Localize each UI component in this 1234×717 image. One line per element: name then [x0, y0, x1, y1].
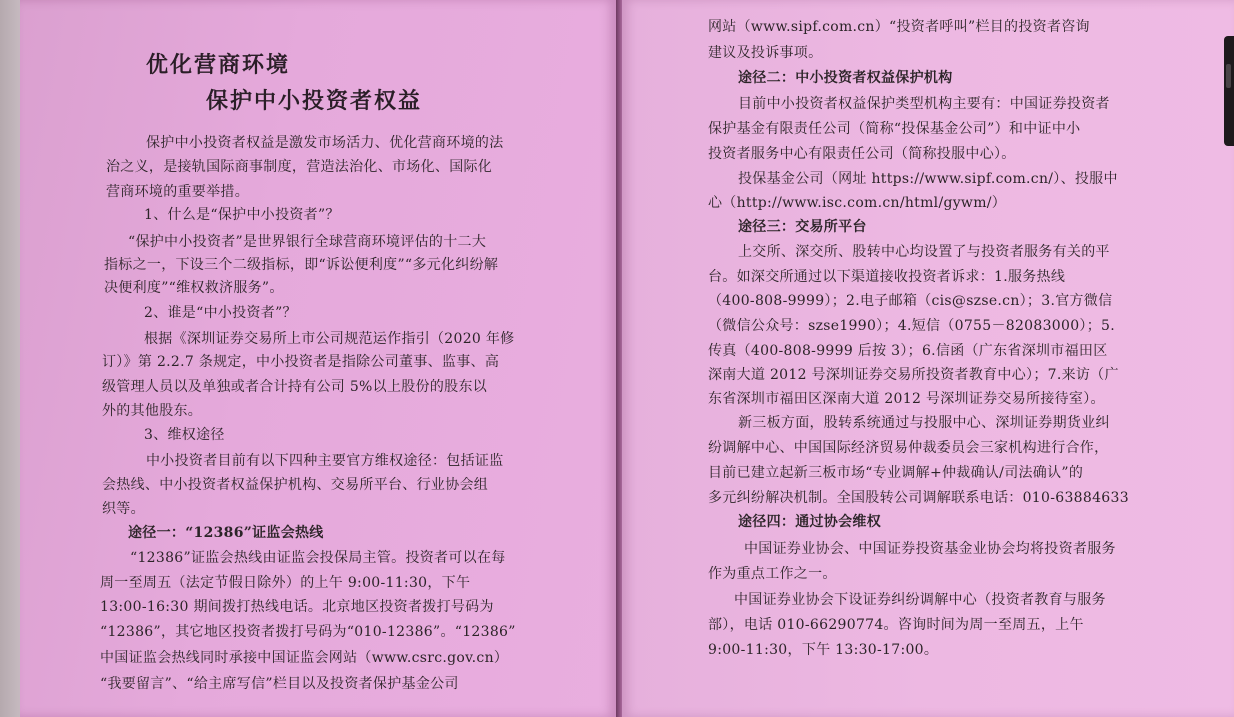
right-text-line: （微信公众号：szse1990）；4.短信（0755－82083000）；5. — [708, 318, 1115, 334]
right-text-line: 纷调解中心、中国国际经济贸易仲裁委员会三家机构进行合作， — [708, 440, 1109, 456]
left-text-line: 指标之一，下设三个二级指标，即“诉讼便利度”“多元化纠纷解 — [104, 257, 499, 273]
left-text-line: 决便利度”“维权救济服务”。 — [104, 280, 284, 296]
left-text-line: 治之义，是接轨国际商事制度，营造法治化、市场化、国际化 — [106, 159, 493, 175]
right-text-line: 保护基金有限责任公司（简称“投保基金公司”）和中证中小 — [708, 121, 1081, 137]
left-text-line: 根据《深圳证券交易所上市公司规范运作指引（2020 年修 — [144, 331, 515, 347]
right-text-line: 上交所、深交所、股转中心均设置了与投资者服务有关的平 — [738, 244, 1110, 260]
section-heading: 途径四：通过协会维权 — [738, 514, 881, 530]
left-page — [20, 0, 616, 717]
left-text-line: 周一至周五（法定节假日除外）的上午 9:00-11:30，下午 — [100, 575, 471, 591]
right-text-line: 建议及投诉事项。 — [708, 45, 823, 61]
right-text-line: 投保基金公司（网址 https://www.sipf.com.cn/）、投服中 — [738, 171, 1118, 187]
left-text-line: 会热线、中小投资者权益保护机构、交易所平台、行业协会组 — [102, 477, 489, 493]
left-text-line: “保护中小投资者”是世界银行全球营商环境评估的十二大 — [128, 234, 487, 250]
left-text-line: 2、谁是“中小投资者”？ — [144, 305, 297, 321]
left-text-line: “12386”，其它地区投资者拨打号码为“010-12386”。“12386” — [100, 624, 516, 640]
left-text-line: 中小投资者目前有以下四种主要官方维权途径：包括证监 — [146, 453, 504, 469]
right-text-line: 台。如深交所通过以下渠道接收投资者诉求：1.服务热线 — [708, 269, 1066, 285]
right-text-line: 深南大道 2012 号深圳证券交易所投资者教育中心）；7.来访（广 — [708, 367, 1119, 383]
left-text-line: “12386”证监会热线由证监会投保局主管。投资者可以在每 — [130, 550, 506, 566]
right-text-line: 心（http://www.isc.com.cn/html/gywm/） — [708, 195, 1007, 211]
left-text-line: 3、维权途径 — [144, 427, 225, 443]
right-text-line: （400-808-9999）；2.电子邮箱（cis@szse.cn）；3.官方微信 — [708, 293, 1113, 309]
right-text-line: 多元纠纷解决机制。全国股转公司调解联系电话：010-63884633 — [708, 490, 1129, 506]
left-text-line: 1、什么是“保护中小投资者”？ — [144, 207, 340, 223]
right-text-line: 新三板方面，股转系统通过与投服中心、深圳证券期货业纠 — [738, 415, 1110, 431]
binder-clip-detail — [1226, 64, 1231, 88]
section-heading: 途径三：交易所平台 — [738, 219, 867, 235]
title-line-2: 保护中小投资者权益 — [206, 89, 423, 114]
right-text-line: 传真（400-808-9999 后按 3）；6.信函（广东省深圳市福田区 — [708, 343, 1108, 359]
left-text-line: 织等。 — [102, 501, 145, 517]
left-text-line: 订）》第 2.2.7 条规定，中小投资者是指除公司董事、监事、高 — [102, 354, 500, 370]
right-text-line: 中国证券业协会下设证券纠纷调解中心（投资者教育与服务 — [734, 592, 1106, 608]
section-heading: 途径一：“12386”证监会热线 — [128, 525, 324, 541]
left-text-line: 13:00-16:30 期间拨打热线电话。北京地区投资者拨打号码为 — [100, 599, 494, 615]
title-line-1: 优化营商环境 — [146, 53, 291, 78]
right-text-line: 9:00-11:30，下午 13:30-17:00。 — [708, 642, 939, 658]
right-text-line: 部），电话 010-66290774。咨询时间为周一至周五，上午 — [708, 617, 1084, 633]
right-text-line: 作为重点工作之一。 — [708, 566, 837, 582]
right-text-line: 目前已建立起新三板市场“专业调解+仲裁确认/司法确认”的 — [708, 465, 1084, 481]
section-heading: 途径二：中小投资者权益保护机构 — [738, 70, 953, 86]
right-page — [622, 0, 1234, 717]
right-text-line: 目前中小投资者权益保护类型机构主要有：中国证券投资者 — [738, 96, 1110, 112]
right-text-line: 中国证券业协会、中国证券投资基金业协会均将投资者服务 — [744, 541, 1116, 557]
left-text-line: 中国证监会热线同时承接中国证监会网站（www.csrc.gov.cn） — [100, 650, 509, 666]
right-text-line: 投资者服务中心有限责任公司（简称投服中心）。 — [708, 146, 1016, 162]
left-text-line: “我要留言”、“给主席写信”栏目以及投资者保护基金公司 — [100, 676, 459, 692]
right-text-line: 东省深圳市福田区深南大道 2012 号深圳证券交易所接待室）。 — [708, 391, 1105, 407]
left-text-line: 外的其他股东。 — [102, 403, 203, 419]
right-text-line: 网站（www.sipf.com.cn）“投资者呼叫”栏目的投资者咨询 — [708, 19, 1090, 35]
binder-clip — [1224, 36, 1234, 146]
left-text-line: 营商环境的重要举措。 — [106, 184, 249, 200]
left-text-line: 级管理人员以及单独或者合计持有公司 5%以上股份的股东以 — [102, 379, 488, 395]
left-text-line: 保护中小投资者权益是激发市场活力、优化营商环境的法 — [146, 135, 504, 151]
